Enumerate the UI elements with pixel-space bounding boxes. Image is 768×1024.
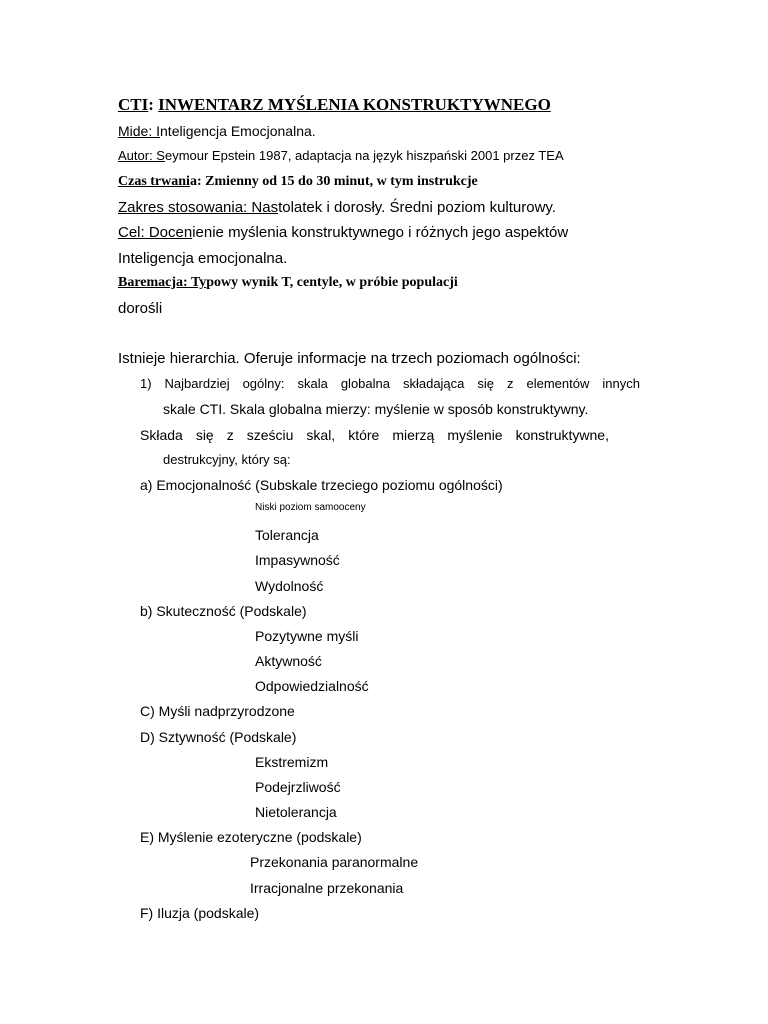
zakres-value: tolatek i dorosły. Średni poziom kulturowy. [278, 199, 556, 216]
cel-value: ienie myślenia konstruktywnego i różnych jego aspektów [192, 224, 569, 241]
sklada-word: się [195, 427, 214, 443]
sklada-word: Składa [140, 427, 183, 443]
document-title [118, 96, 551, 113]
baremacja-value: powy wynik T, centyle, w próbie populacji [206, 275, 458, 290]
autor-label: Autor: S [118, 148, 165, 163]
sklada-word: mierzą [392, 427, 435, 443]
sklada-word: z [226, 427, 234, 443]
section-b-subscale: Pozytywne myśli [255, 628, 359, 644]
item1-word: globalna [340, 376, 390, 391]
zakres-line [118, 200, 556, 215]
section-a-subscale: Tolerancja [255, 527, 319, 543]
cel-label: Cel: Docen [118, 224, 193, 241]
item1-line [140, 377, 640, 390]
sklada-word: myślenie [447, 427, 503, 443]
item1-word: 1) [140, 376, 152, 391]
item1-word: składająca [402, 376, 465, 391]
section-d-heading: D) Sztywność (Podskale) [140, 729, 297, 745]
section-d-subscale: Ekstremizm [255, 754, 329, 770]
item1-word: elementów [526, 376, 590, 391]
section-c-heading: C) Myśli nadprzyrodzone [140, 703, 295, 719]
czas-line [118, 175, 478, 189]
section-f-heading: F) Iluzja (podskale) [140, 905, 260, 921]
section-a-subscale: Impasywność [255, 552, 340, 568]
cel-continuation: Inteligencja emocjonalna. [118, 250, 288, 267]
intro-paragraph: Istnieje hierarchia. Oferuje informacje na trzech poziomach ogólności: [118, 350, 581, 367]
section-a-subscale: Niski poziom samooceny [255, 502, 366, 513]
title-prefix: CTI [118, 95, 149, 114]
autor-value: eymour Epstein 1987, adaptacja na język hiszpański 2001 przez TEA [164, 148, 564, 163]
czas-value: a: Zmienny od 15 do 30 minut, w tym instrukcje [189, 174, 478, 189]
section-d-subscale: Podejrzliwość [255, 779, 341, 795]
item1-word: się [477, 376, 495, 391]
mide-label: Mide: I [118, 123, 161, 139]
autor-line [118, 149, 564, 162]
mide-value: nteligencja Emocjonalna. [160, 123, 316, 139]
sklada-continuation: destrukcyjny, który są: [163, 452, 291, 467]
section-e-heading: E) Myślenie ezoteryczne (podskale) [140, 829, 362, 845]
item1-word: innych [602, 376, 640, 391]
item1-continuation: skale CTI. Skala globalna mierzy: myślenie w sposób konstruktywny. [163, 401, 589, 417]
item1-word: skala [297, 376, 328, 391]
baremacja-continuation: dorośli [118, 300, 163, 317]
cel-line [118, 225, 568, 240]
item1-word: Najbardziej [164, 376, 230, 391]
title-main: INWENTARZ MYŚLENIA KONSTRUKTYWNEGO [158, 95, 551, 114]
sklada-word: sześciu [246, 427, 294, 443]
item1-word: z [507, 376, 514, 391]
baremacja-label: Baremacja: Ty [118, 275, 207, 290]
sklada-line [140, 428, 609, 442]
czas-label: Czas trwani [118, 174, 190, 189]
zakres-label: Zakres stosowania: Nas [118, 199, 279, 216]
section-d-subscale: Nietolerancja [255, 804, 337, 820]
title-colon: : [148, 95, 154, 114]
section-b-subscale: Aktywność [255, 653, 322, 669]
section-b-heading: b) Skuteczność (Podskale) [140, 603, 307, 619]
section-e-subscale: Irracjonalne przekonania [250, 880, 404, 896]
sklada-word: które [348, 427, 380, 443]
section-a-heading: a) Emocjonalność (Subskale trzeciego poziomu ogólności) [140, 477, 503, 493]
sklada-word: skal, [306, 427, 336, 443]
sklada-word: konstruktywne, [515, 427, 609, 443]
section-a-subscale: Wydolność [255, 578, 324, 594]
item1-word: ogólny: [242, 376, 285, 391]
section-e-subscale: Przekonania paranormalne [250, 854, 419, 870]
baremacja-line [118, 276, 458, 290]
section-b-subscale: Odpowiedzialność [255, 678, 369, 694]
mide-line [118, 124, 316, 138]
